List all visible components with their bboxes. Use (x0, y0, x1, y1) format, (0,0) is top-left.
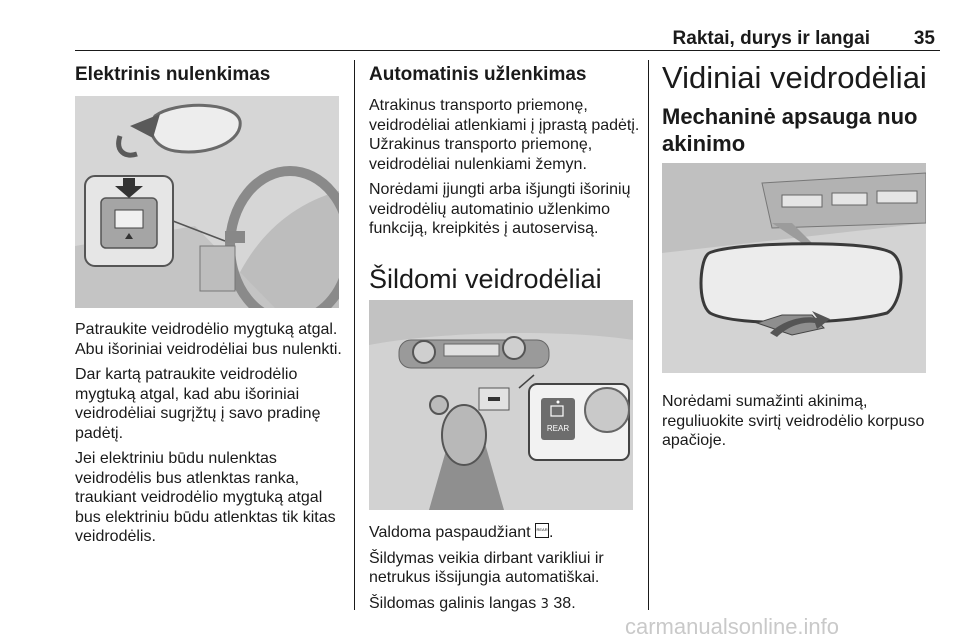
column-divider-2 (648, 60, 649, 610)
page-reference-arrow-icon: 3 (540, 596, 549, 612)
section-heading-interior-mirrors: Vidiniai veidrodėliai (662, 60, 927, 95)
paragraph-fold-instruction: Patraukite veidrodėlio mygtuką atgal. Abu išoriniai veidrodėliai bus nulenkti. (75, 321, 342, 358)
paragraph-heated-rear-window-ref (369, 594, 641, 615)
section-heading-heated-mirrors: Šildomi veidrodėliai (369, 264, 602, 294)
interior-mirror-illustration (662, 163, 926, 373)
paragraph-auto-folding: Atrakinus transporto priemonę, veidrodėliai atlenkiami į įprastą padėtį. Užrakinus transporto priemonę, veidrodėliai nulenkiami žemyn. (369, 97, 640, 173)
paragraph-auto-folding-service: Norėdami įjungti arba išjungti išorinių veidrodėlių automatinio užlenkimo funkciją, kreipkitės į autoservisą. (369, 181, 631, 237)
paragraph-heating-operation: Šildymas veikia dirbant varikliui ir netrukus išsijungia automatiškai. (369, 549, 604, 586)
paragraph-unfold-instruction: Dar kartą patraukite veidrodėlio mygtuką atgal, kad abu išoriniai veidrodėliai sugrįžtų į savo pradinę padėtį. (75, 366, 321, 442)
column-divider-1 (354, 60, 355, 610)
column-2 (369, 64, 641, 239)
operated-by-text: Valdoma paspaudžiant (369, 524, 531, 541)
heated-mirror-button-illustration (369, 300, 633, 510)
rear-button-label: REAR (546, 424, 570, 433)
section-heading-anti-dazzle: Mechaninė apsauga nuo akinimo (662, 104, 918, 156)
running-header-title: Raktai, durys ir langai (672, 28, 870, 49)
header-rule (75, 50, 940, 51)
paragraph-operated-by (369, 523, 641, 543)
column-2-body-lower (369, 523, 641, 614)
page-reference-link[interactable]: 38. (553, 594, 576, 612)
heated-rear-window-text: Šildomas galinis langas (369, 594, 537, 612)
column-3 (662, 61, 942, 157)
watermark: carmanualsonline.info (625, 614, 840, 639)
rear-window-heater-icon-text: REAR (536, 527, 548, 532)
rear-window-heater-icon (535, 523, 549, 538)
column-1-body (75, 320, 345, 547)
column-1 (75, 64, 345, 86)
paragraph-manual-unfold-note: Jei elektriniu būdu nulenktas veidrodėlis bus atlenktas ranka, traukiant veidrodėlio mygtuką atgal bus elektriniu būdu atlenktas tik kitas veidrodėlis. (75, 450, 336, 545)
column-3-body (662, 392, 942, 451)
section-heading-electric-folding: Elektrinis nulenkimas (75, 64, 271, 85)
page-number: 35 (913, 28, 935, 49)
section-heading-auto-folding: Automatinis užlenkimas (369, 64, 587, 85)
heated-mirrors-heading-wrap (369, 264, 641, 294)
operated-by-period: . (549, 524, 554, 541)
mirror-fold-button-illustration (75, 96, 339, 308)
paragraph-anti-dazzle-instruction: Norėdami sumažinti akinimą, reguliuokite svirtį veidrodėlio korpuso apačioje. (662, 393, 925, 449)
